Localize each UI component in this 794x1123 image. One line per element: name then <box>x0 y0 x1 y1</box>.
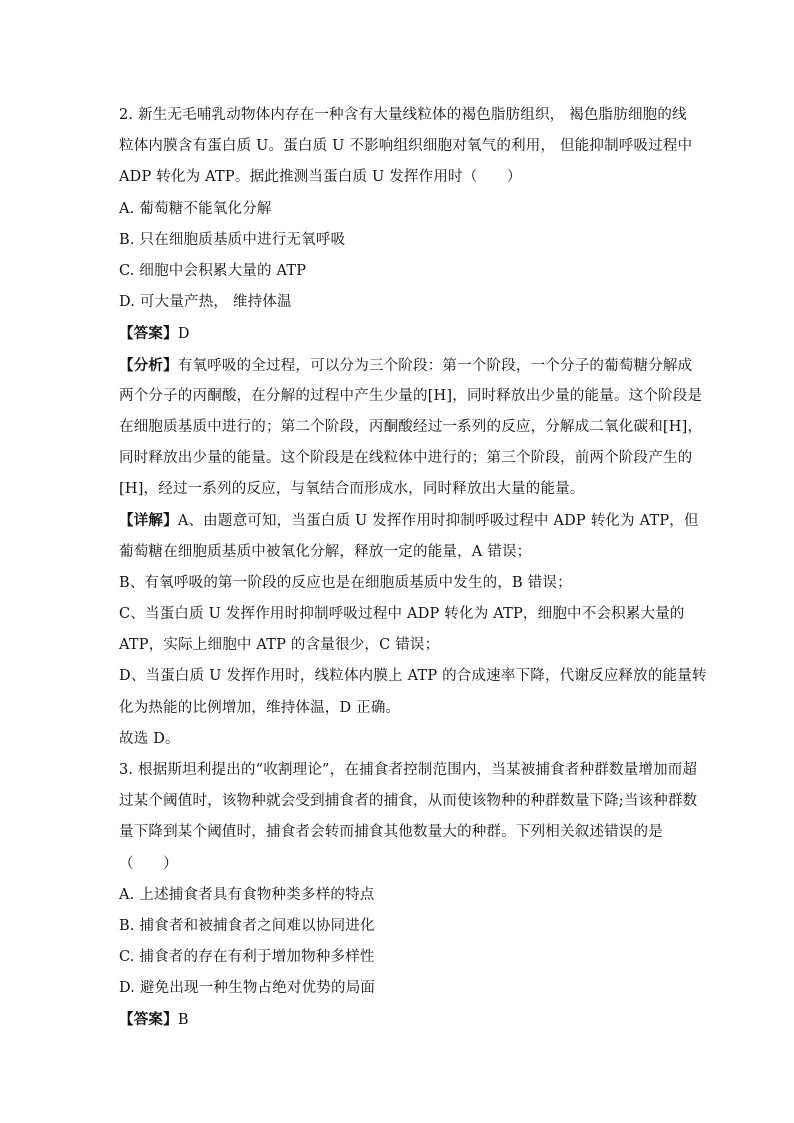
q3-stem-line-4: （ ） <box>119 855 178 872</box>
q2-stem-line-3: ADP 转化为 ATP。据此推测当蛋白质 U 发挥作用时（ ） <box>119 169 522 186</box>
q3-option-b: B. 捕食者和被捕食者之间难以协同进化 <box>119 917 375 934</box>
q2-answer-tag: 【答案】 <box>119 325 178 343</box>
q2-stem-line-1: 2. 新生无毛哺乳动物体内存在一种含有大量线粒体的褐色脂肪组织， 褐色脂肪细胞的线 <box>119 107 687 123</box>
q2-analysis-line-1 <box>119 350 693 381</box>
q2-option-d: D. 可大量产热， 维持体温 <box>119 294 292 311</box>
q2-detail-line-4: C、当蛋白质 U 发挥作用时抑制呼吸过程中 ADP 转化为 ATP，细胞中不会积累大量的 <box>119 606 685 622</box>
q2-stem-line-2: 粒体内膜含有蛋白质 U。蛋白质 U 不影响组织细胞对氧气的利用， 但能抑制呼吸过程中 <box>119 138 693 155</box>
q2-analysis-tag: 【分析】 <box>119 356 178 374</box>
q3-option-a: A. 上述捕食者具有食物种类多样的特点 <box>119 886 375 903</box>
q2-option-b: B. 只在细胞质基质中进行无氧呼吸 <box>119 231 346 248</box>
q2-analysis-text-1: 有氧呼吸的全过程，可以分为三个阶段：第一个阶段，一个分子的葡萄糖分解成 <box>177 357 693 374</box>
q2-analysis-line-5: [H]，经过一系列的反应，与氧结合而形成水，同时释放出大量的能量。 <box>119 481 585 498</box>
document-content <box>119 100 707 1036</box>
q3-stem-line-3: 量下降到某个阈值时，捕食者会转而捕食其他数量大的种群。下列相关叙述错误的是 <box>119 824 663 841</box>
q3-answer <box>119 1004 679 1035</box>
q2-option-a: A. 葡萄糖不能氧化分解 <box>119 200 272 217</box>
q2-detail-line-2: 葡萄糖在细胞质基质中被氧化分解，释放一定的能量，A 错误； <box>119 543 532 560</box>
q2-detail-text-1: A、由题意可知，当蛋白质 U 发挥作用时抑制呼吸过程中 ADP 转化为 ATP，但 <box>177 513 699 530</box>
q2-detail-line-1 <box>119 505 699 536</box>
q3-stem-line-2: 过某个阈值时，该物种就会受到捕食者的捕食，从而使该物种的种群数量下降;当该种群数 <box>119 793 698 810</box>
q2-analysis-line-3: 在细胞质基质中进行的；第二个阶段，丙酮酸经过一系列的反应，分解成二氧化碳和[H]， <box>119 418 703 435</box>
q2-answer-value: D <box>177 326 190 343</box>
q2-detail-line-3: B、有氧呼吸的第一阶段的反应也是在细胞质基质中发生的，B 错误； <box>119 574 572 591</box>
q2-option-c: C. 细胞中会积累大量的 ATP <box>119 262 307 279</box>
q2-detail-tag: 【详解】 <box>119 512 178 530</box>
q2-analysis-line-4: 同时释放出少量的能量。这个阶段是在线粒体中进行的；第三个阶段，前两个阶段产生的 <box>119 450 693 467</box>
q2-detail-line-6: D、当蛋白质 U 发挥作用时，线粒体内膜上 ATP 的合成速率下降，代谢反应释放的能量转 <box>119 668 707 685</box>
q3-option-d: D. 避免出现一种生物占绝对优势的局面 <box>119 980 376 997</box>
q2-detail-line-5: ATP，实际上细胞中 ATP 的含量很少，C 错误； <box>119 637 440 654</box>
q3-answer-value: B <box>177 1012 189 1029</box>
q2-detail-line-8: 故选 D。 <box>119 730 180 747</box>
q3-option-c: C. 捕食者的存在有利于增加物种多样性 <box>119 949 375 966</box>
q3-answer-tag: 【答案】 <box>119 1011 178 1029</box>
q2-answer <box>119 318 679 349</box>
q2-detail-line-7: 化为热能的比例增加，维持体温，D 正确。 <box>119 699 401 716</box>
q2-analysis-line-2: 两个分子的丙酮酸，在分解的过程中产生少量的[H]，同时释放出少量的能量。这个阶段是 <box>119 387 703 404</box>
q3-stem-line-1: 3. 根据斯坦利提出的“收割理论”，在捕食者控制范围内，当某被捕食者种群数量增加而超 <box>119 761 698 778</box>
